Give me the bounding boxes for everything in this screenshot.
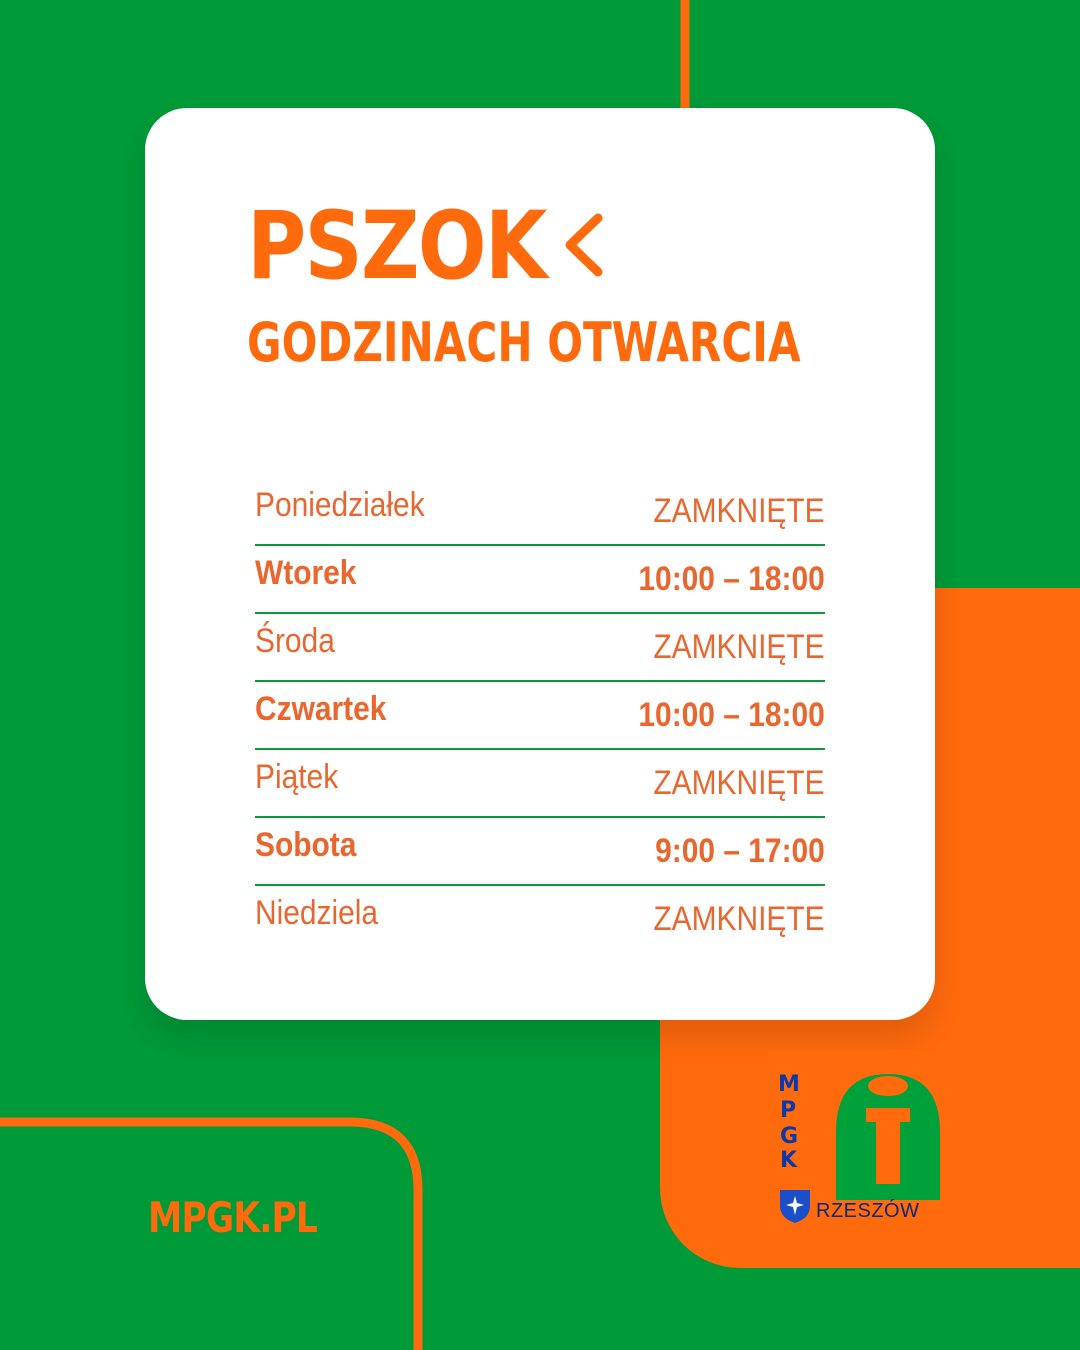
opening-hours-card [145,108,935,1020]
day-label: Piątek [255,758,339,796]
logo-letter: M [778,1072,800,1097]
hours-value: 10:00 – 18:00 [638,560,825,598]
page-title: PSZOK [247,192,546,301]
day-label: Poniedziałek [255,486,425,524]
hours-value: ZAMKNIĘTE [653,764,825,802]
table-row [255,750,825,818]
website-link[interactable]: MPGK.PL [148,1193,318,1242]
city-crest-icon [778,1188,812,1224]
hours-table [255,478,825,952]
hours-value: 10:00 – 18:00 [638,696,825,734]
mpgk-logo [768,1050,950,1232]
table-row [255,478,825,546]
table-row [255,614,825,682]
hours-value: ZAMKNIĘTE [653,628,825,666]
day-label: Czwartek [255,690,387,728]
hours-value: 9:00 – 17:00 [655,832,825,870]
day-label: Sobota [255,826,357,864]
logo-letter: P [780,1098,797,1123]
table-row [255,818,825,886]
table-row [255,546,825,614]
day-label: Wtorek [255,554,357,592]
table-row [255,682,825,750]
hours-value: ZAMKNIĘTE [653,900,825,938]
day-label: Środa [255,622,335,660]
logo-letter: G [780,1124,799,1149]
table-row [255,886,825,952]
recycling-bin-icon [828,1070,948,1200]
day-label: Niedziela [255,894,379,932]
logo-city: RZESZÓW [816,1200,920,1222]
hours-value: ZAMKNIĘTE [653,492,825,530]
page-subtitle: GODZINACH OTWARCIA [247,311,801,374]
logo-letter: K [780,1148,798,1173]
